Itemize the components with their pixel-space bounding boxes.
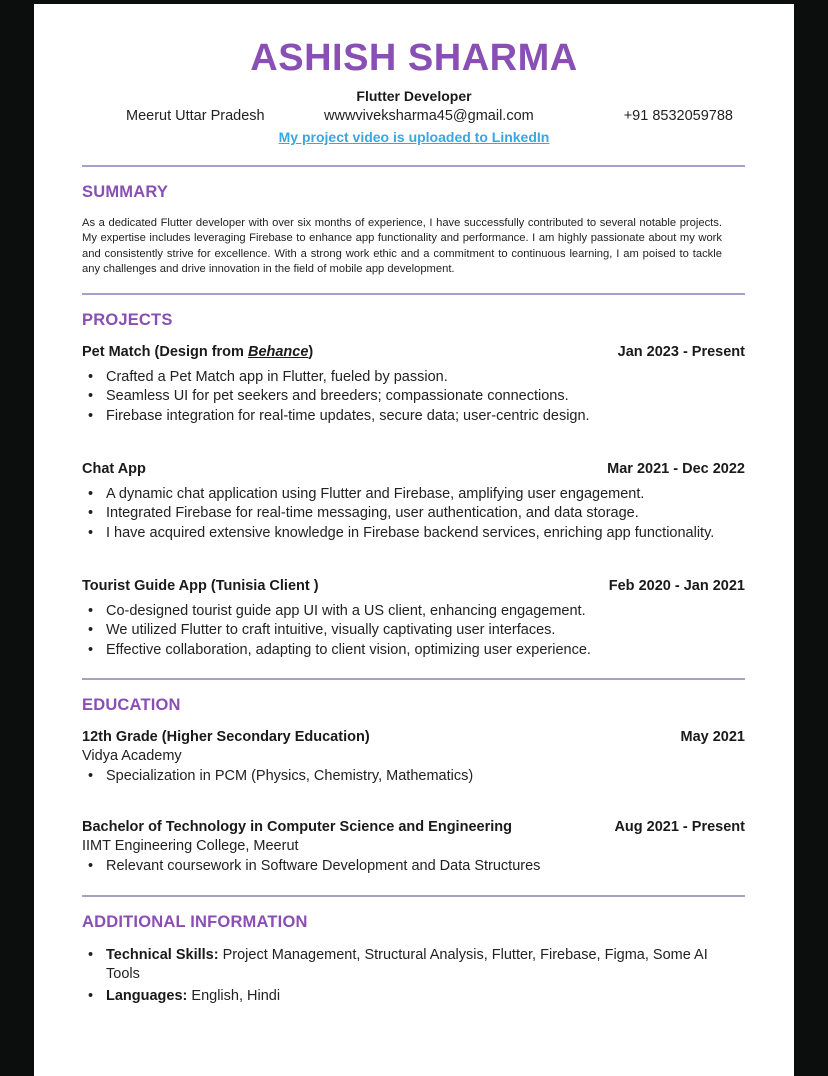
education-institution: Vidya Academy <box>82 748 182 764</box>
education-date: May 2021 <box>680 729 745 745</box>
list-item: • Languages: English, Hindi <box>82 987 722 1006</box>
education-heading: EDUCATION <box>82 696 181 714</box>
behance-link[interactable]: Behance <box>247 344 309 360</box>
list-item: • Technical Skills: Project Management, Structural Analysis, Flutter, Firebase, Figma, Some AI Tools <box>82 946 722 985</box>
project-title-tourist-guide: Tourist Guide App (Tunisia Client ) <box>82 578 319 594</box>
contact-email[interactable]: wwwviveksharma45@gmail.com <box>324 108 534 124</box>
job-role: Flutter Developer <box>356 88 472 104</box>
list-item: • Seamless UI for pet seekers and breeders; compassionate connections. <box>82 387 590 406</box>
list-item: • We utilized Flutter to craft intuitive, visually captivating user interfaces. <box>82 621 591 640</box>
list-item: • Firebase integration for real-time updates, secure data; user-centric design. <box>82 407 590 426</box>
linkedin-video-link[interactable]: My project video is uploaded to LinkedIn <box>278 129 550 145</box>
project-date: Jan 2023 - Present <box>617 344 745 360</box>
summary-text: As a dedicated Flutter developer with over six months of experience, I have successfully contributed to several notable projects. My expertise includes leveraging Firebase to enhance app functionality and performance. I am highly passionate about my work and consistently strive for excellence. With a strong work ethic and a commitment to continuous learning, I am poised to tackle any challenges and drive innovation in the field of mobile app development. <box>82 217 722 275</box>
education-institution: IIMT Engineering College, Meerut <box>82 838 299 854</box>
education-date: Aug 2021 - Present <box>614 819 745 835</box>
projects-heading: PROJECTS <box>82 311 173 329</box>
list-item: • Integrated Firebase for real-time messaging, user authentication, and data storage. <box>82 504 714 523</box>
resume-page <box>34 4 794 1076</box>
additional-info-heading: ADDITIONAL INFORMATION <box>82 913 308 931</box>
divider <box>82 678 745 680</box>
divider <box>82 895 745 897</box>
list-item: • Relevant coursework in Software Development and Data Structures <box>82 857 540 876</box>
summary-heading: SUMMARY <box>82 183 169 201</box>
project-bullets <box>82 602 591 660</box>
divider <box>82 165 745 167</box>
list-item: • I have acquired extensive knowledge in Firebase backend services, enriching app functionality. <box>82 524 714 543</box>
project-title-pet-match: Pet Match (Design from Behance) <box>82 344 314 360</box>
list-item: • Crafted a Pet Match app in Flutter, fueled by passion. <box>82 368 590 387</box>
education-bullets <box>82 767 473 786</box>
list-item: • Co-designed tourist guide app UI with a US client, enhancing engagement. <box>82 602 591 621</box>
list-item: • Specialization in PCM (Physics, Chemistry, Mathematics) <box>82 767 473 786</box>
contact-location: Meerut Uttar Pradesh <box>126 108 265 124</box>
project-date: Feb 2020 - Jan 2021 <box>608 578 745 594</box>
education-title: 12th Grade (Higher Secondary Education) <box>82 729 370 745</box>
additional-info-list <box>82 946 722 1006</box>
list-item: • Effective collaboration, adapting to client vision, optimizing user experience. <box>82 641 591 660</box>
divider <box>82 293 745 295</box>
project-bullets <box>82 485 714 543</box>
candidate-name: ASHISH SHARMA <box>250 37 578 79</box>
project-bullets <box>82 368 590 426</box>
project-date: Mar 2021 - Dec 2022 <box>607 461 745 477</box>
list-item: • A dynamic chat application using Flutter and Firebase, amplifying user engagement. <box>82 485 714 504</box>
project-title-chat-app: Chat App <box>82 461 146 477</box>
contact-phone: +91 8532059788 <box>623 108 733 124</box>
education-bullets <box>82 857 540 876</box>
education-title: Bachelor of Technology in Computer Science and Engineering <box>82 819 512 835</box>
